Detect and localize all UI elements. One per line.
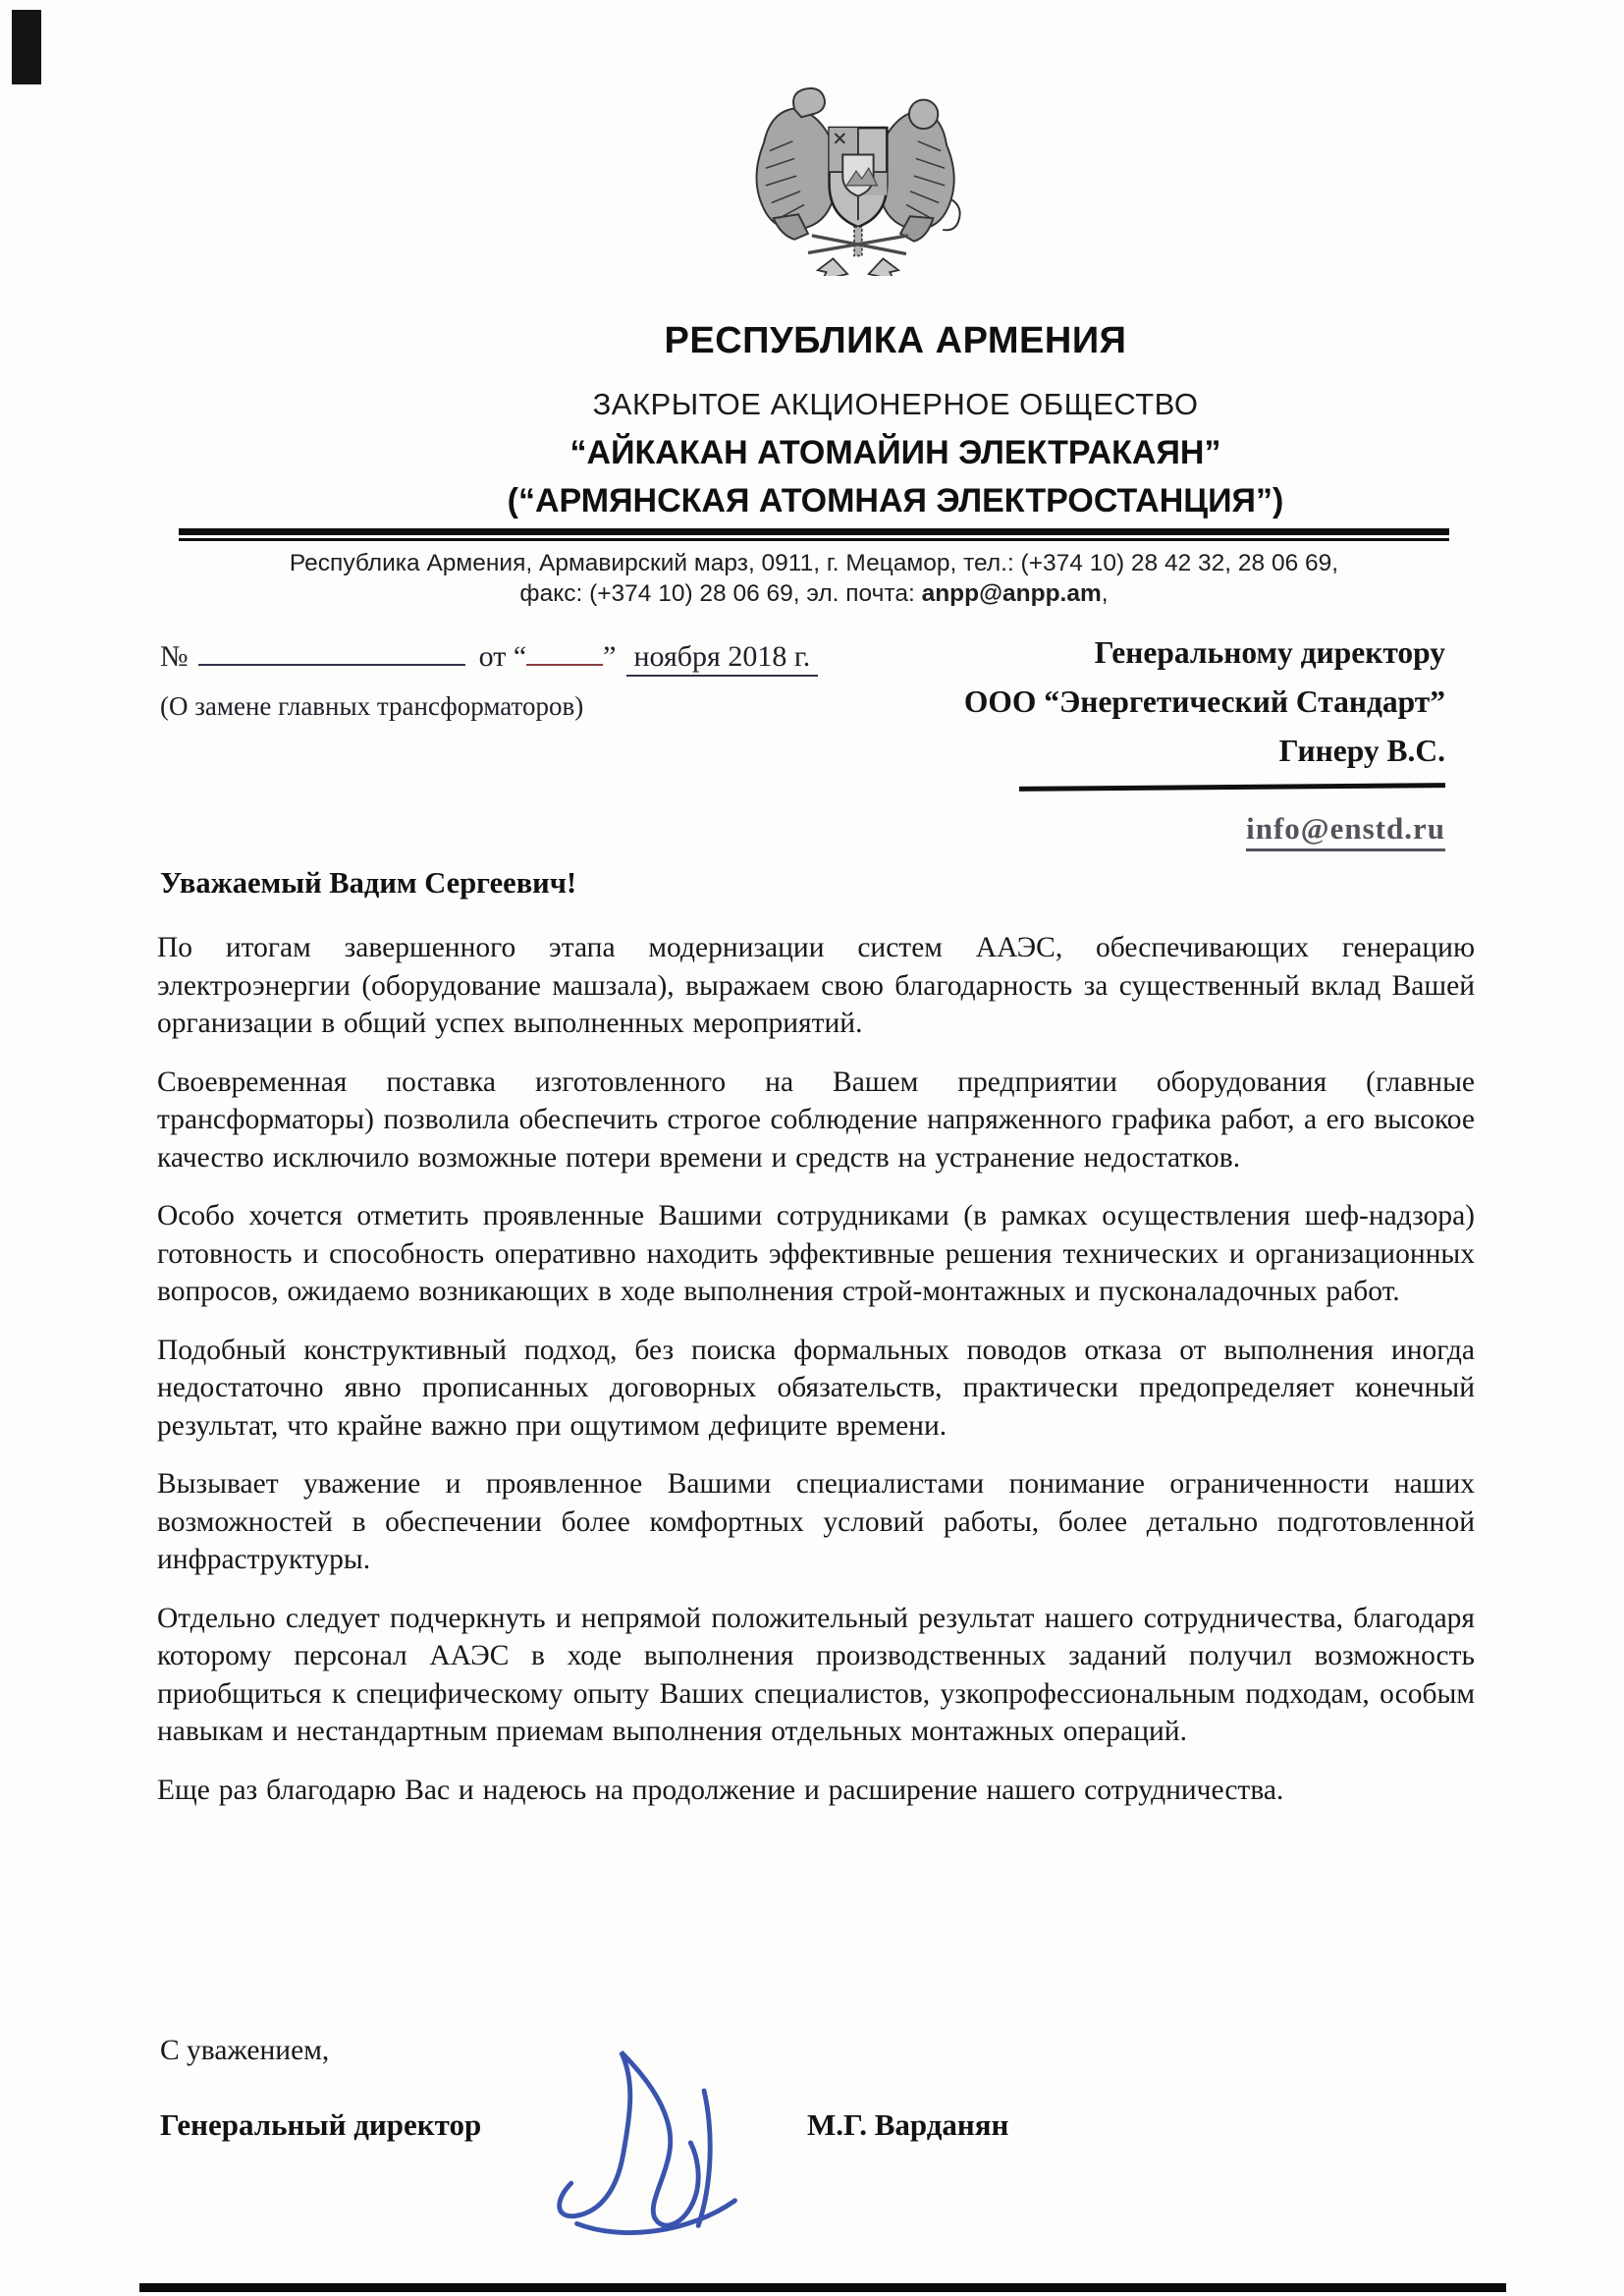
salutation: Уважаемый Вадим Сергеевич! (160, 866, 577, 900)
recipient-position: Генеральному директору (1094, 635, 1445, 670)
armenia-coat-of-arms-icon (744, 83, 966, 276)
number-label: № (160, 640, 189, 673)
paragraph: Вызывает уважение и проявленное Вашими специалистами понимание ограниченности наших возможностей в обеспечении более комфортных условий работы, более детально подготовленной инфраструктуры. (157, 1468, 1475, 1575)
from-label: от (478, 640, 507, 673)
handwritten-signature (538, 2041, 778, 2243)
day-blank-field (526, 634, 603, 666)
letterhead-divider (179, 528, 1449, 541)
address-fax: факс: (+374 10) 28 06 69, эл. почта: (519, 580, 922, 607)
letterhead-address-line2: факс: (+374 10) 28 06 69, эл. почта: anpp@anpp.am, (519, 580, 1109, 607)
body-paragraphs (157, 929, 1475, 1830)
recipient-email-row (785, 811, 1445, 851)
letterhead-address-line1: Республика Армения, Армавирский марз, 0911, г. Мецамор, тел.: (+374 10) 28 42 32, 28 06 69, (289, 550, 1339, 576)
paragraph: Подобный конструктивный подход, без поиска формальных поводов отказа от выполнения иногда недостаточно явно прописанных договорных обязательств, практически предопределяет конечный результат, что крайне важно при ощутимом дефиците времени. (157, 1334, 1475, 1442)
letter-subject: (О замене главных трансформаторов) (160, 691, 584, 721)
org-email: anpp@anpp.am (921, 580, 1102, 607)
signature-name: М.Г. Варданян (807, 2107, 1009, 2142)
paragraph: Своевременная поставка изготовленного на Вашем предприятии оборудования (главные трансформаторы) позволила обеспечить строгое соблюдение напряженного графика работ, а его высокое качество исключило возможные потери времени и средств на устранение недостатков. (157, 1066, 1475, 1174)
closing: С уважением, (160, 2035, 330, 2066)
recipient-name: Гинеру В.С. (1278, 734, 1445, 768)
paragraph: По итогам завершенного этапа модернизации систем ААЭС, обеспечивающих генерацию электроэнергии (оборудование машзала), выражаем свою благодарность за существенный вклад Вашей организации в общий успех выполненных мероприятий. (157, 932, 1475, 1039)
scan-bottom-bar (139, 2283, 1506, 2292)
recipient-company: ООО “Энергетический Стандарт” (963, 684, 1445, 719)
recipient-underline (1019, 783, 1445, 792)
signature-title: Генеральный директор (160, 2107, 482, 2142)
recipient-block (785, 629, 1445, 776)
paragraph: Отдельно следует подчеркнуть и непрямой положительный результат нашего сотрудничества, благодаря которому персонал ААЭС в ходе выполнения производственных заданий получил возможность приобщиться к специфическому опыту Ваших специалистов, узкопрофессиональным подходам, особым навыкам и нестандартным приемам выполнения отдельных монтажных операций. (157, 1602, 1475, 1747)
recipient-email: info@enstd.ru (1246, 811, 1445, 851)
letterhead-org-name-russian: (“АРМЯНСКАЯ АТОМНАЯ ЭЛЕКТРОСТАНЦИЯ”) (507, 482, 1284, 519)
paragraph: Еще раз благодарю Вас и надеюсь на продолжение и расширение нашего сотрудничества. (157, 1774, 1284, 1806)
paragraph: Особо хочется отметить проявленные Вашими сотрудниками (в рамках осуществления шеф-надзора) готовность и способность оперативно находить эффективные решения технических и организационных вопросов, ожидаемо возникающих в ходе выполнения строй-монтажных и пусконаладочных работ. (157, 1200, 1475, 1307)
number-blank-field (198, 634, 465, 666)
letterhead-country: РЕСПУБЛИКА АРМЕНИЯ (664, 320, 1127, 361)
letterhead-org-name-armenian: “АЙКАКАН АТОМАЙИН ЭЛЕКТРАКАЯН” (569, 434, 1221, 471)
reference-line: № от “ ” ноября 2018 г. (160, 634, 818, 674)
scan-corner-mark (12, 10, 41, 84)
letterhead-org-type: ЗАКРЫТОЕ АКЦИОНЕРНОЕ ОБЩЕСТВО (592, 387, 1199, 421)
date-text: ноября 2018 г. (626, 640, 819, 677)
